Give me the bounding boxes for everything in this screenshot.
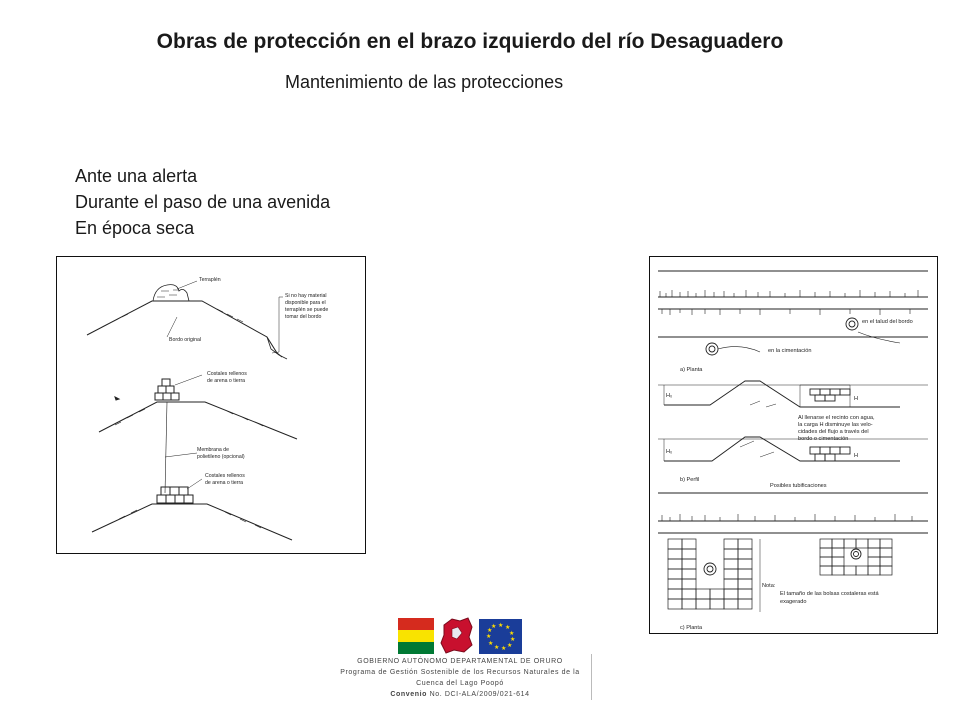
label-talud: en el talud del bordo xyxy=(862,319,913,325)
label-h0-b: H₀ xyxy=(666,449,673,455)
label-h-a: H xyxy=(854,396,859,402)
label-bordo-original: Bordo original xyxy=(169,337,202,343)
org-line-1: GOBIERNO AUTÓNOMO DEPARTAMENTAL DE ORURO xyxy=(357,658,563,665)
credits-divider xyxy=(591,654,592,700)
slide-subtitle: Mantenimiento de las protecciones xyxy=(285,72,564,92)
convenio-label: Convenio xyxy=(390,691,428,698)
piping-protection-figure xyxy=(649,256,938,634)
label-costales-1b: de arena o tierra xyxy=(207,378,246,384)
label-costales-2a: Costales rellenos xyxy=(205,473,245,479)
org-line-4 xyxy=(330,689,590,700)
oruro-map-logo xyxy=(438,615,474,655)
bullet-item: Ante una alerta xyxy=(75,166,198,186)
slide-title: Obras de protección en el brazo izquierdo del río Desaguadero xyxy=(156,30,784,53)
label-note-4: tomar del bordo xyxy=(285,314,322,320)
label-nota-a1: Al llenarse el recinto con agua, xyxy=(798,415,875,421)
convenio-number: No. DCI-ALA/2009/021-614 xyxy=(427,691,530,698)
label-nota-a2: la carga H disminuye las velo- xyxy=(798,422,873,428)
label-membrana-1: Membrana de xyxy=(197,447,230,453)
bolivia-flag-logo xyxy=(398,618,434,654)
bullet-list xyxy=(75,163,330,241)
org-line-2: Programa de Gestión Sostenible de los Recursos Naturales de la xyxy=(340,669,580,676)
label-h0-a: H₀ xyxy=(666,393,673,399)
eu-flag-logo: ★ ★ ★ ★ ★ ★ ★ ★ ★ ★ ★ xyxy=(479,619,522,654)
label-a-planta: a) Planta xyxy=(680,367,703,373)
label-c-planta: c) Planta xyxy=(680,625,703,631)
label-terraplen: Terraplén xyxy=(199,277,221,283)
label-posibles: Posibles tubificaciones xyxy=(770,483,827,489)
bullet-item: En época seca xyxy=(75,218,195,238)
label-note-1: Si no hay material xyxy=(285,293,327,299)
label-nota-a4: bordo o cimentación xyxy=(798,436,849,442)
label-note-2: disponible para el xyxy=(285,300,326,306)
label-membrana-2: polietileno (opcional) xyxy=(197,454,245,460)
piping-protection-drawing xyxy=(650,257,936,632)
label-nota-b1: El tamaño de las bolsas costaleras está xyxy=(780,591,879,597)
bullet-item: Durante el paso de una avenida xyxy=(75,192,331,212)
label-note-3: terraplén se puede xyxy=(285,307,329,313)
org-line-3: Cuenca del Lago Poopó xyxy=(416,680,504,687)
label-costales-2b: de arena o tierra xyxy=(205,480,244,486)
levee-sections-drawing xyxy=(57,257,364,552)
label-cimentacion: en la cimentación xyxy=(768,348,812,354)
organization-credits xyxy=(330,656,590,700)
levee-sections-figure xyxy=(56,256,366,554)
label-nota-b2: exagerado xyxy=(780,599,807,605)
label-h-b: H xyxy=(854,453,859,459)
label-nota: Nota: xyxy=(762,583,776,589)
label-b-perfil: b) Perfil xyxy=(680,477,700,483)
label-costales-1a: Costales rellenos xyxy=(207,371,247,377)
label-nota-a3: cidades del flujo a través del xyxy=(798,429,869,435)
